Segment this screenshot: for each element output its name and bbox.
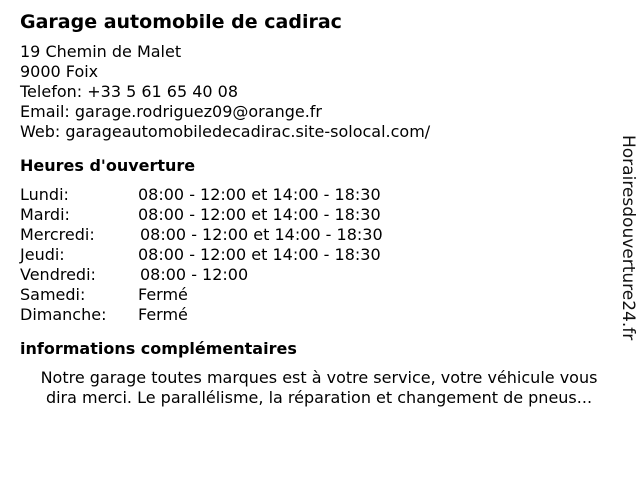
hours-row-saturday: [20, 285, 620, 305]
day-label: Vendredi:: [20, 265, 96, 284]
address-line-2: 9000 Foix: [20, 62, 99, 81]
time-value: 08:00 - 12:00 et 14:00 - 18:30: [138, 205, 381, 224]
hours-row-wednesday: [20, 225, 620, 245]
website-text: Web: garageautomobiledecadirac.site-solocal.com/: [20, 122, 431, 141]
time-value: 08:00 - 12:00 et 14:00 - 18:30: [140, 225, 383, 244]
email-text: Email: garage.rodriguez09@orange.fr: [20, 102, 322, 121]
description-line-2: dira merci. Le parallélisme, la réparation et changement de pneus...: [45, 388, 593, 407]
time-value: 08:00 - 12:00 et 14:00 - 18:30: [138, 185, 381, 204]
day-label: Dimanche:: [20, 305, 107, 324]
hours-row-sunday: [20, 305, 620, 325]
business-name: Garage automobile de cadirac: [20, 11, 342, 33]
time-value: 08:00 - 12:00: [140, 265, 249, 284]
hours-table: [20, 185, 620, 325]
description-text: [14, 368, 624, 408]
hours-row-friday: [20, 265, 620, 285]
day-label: Jeudi:: [20, 245, 65, 264]
address-line-1: 19 Chemin de Malet: [20, 42, 182, 61]
hours-row-tuesday: [20, 205, 620, 225]
description-line-1: Notre garage toutes marques est à votre service, votre véhicule vous: [40, 368, 598, 387]
day-label: Mercredi:: [20, 225, 95, 244]
day-label: Mardi:: [20, 205, 70, 224]
time-value: Fermé: [138, 305, 188, 324]
day-label: Lundi:: [20, 185, 69, 204]
day-label: Samedi:: [20, 285, 86, 304]
info-heading: informations complémentaires: [20, 339, 297, 358]
time-value: 08:00 - 12:00 et 14:00 - 18:30: [138, 245, 381, 264]
hours-heading: Heures d'ouverture: [20, 156, 196, 175]
business-card: [20, 10, 620, 408]
time-value: Fermé: [138, 285, 188, 304]
phone-text: Telefon: +33 5 61 65 40 08: [20, 82, 239, 101]
hours-row-monday: [20, 185, 620, 205]
hours-row-thursday: [20, 245, 620, 265]
site-watermark: Horairesdouverture24.fr: [618, 135, 638, 341]
